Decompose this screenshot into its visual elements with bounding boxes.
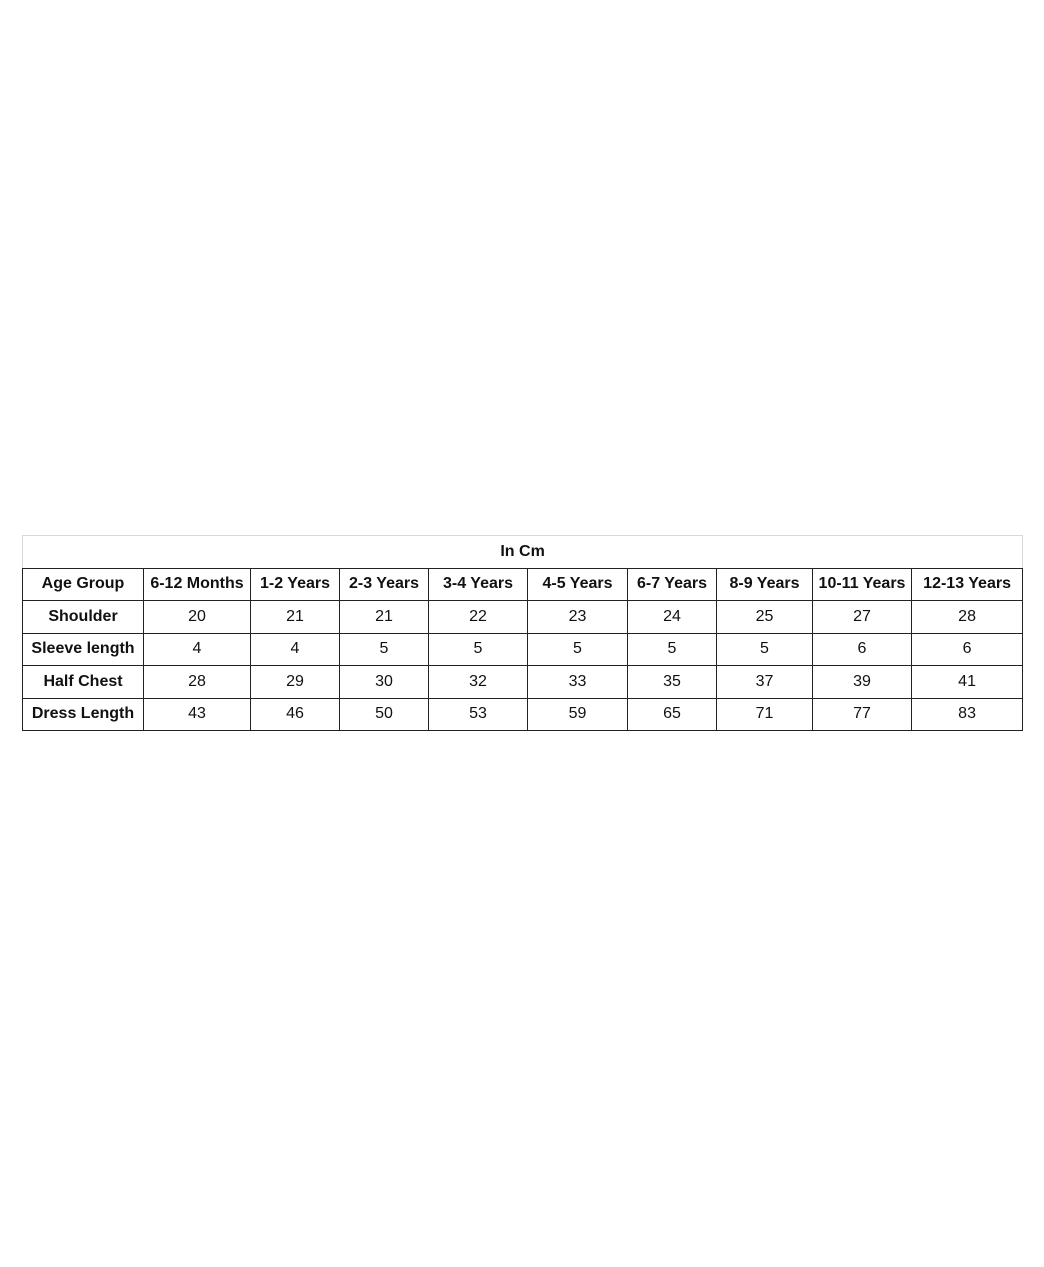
measurement-value: 37 <box>717 666 813 699</box>
size-chart-table <box>22 535 1023 731</box>
measurement-value: 23 <box>528 601 628 634</box>
header-row <box>23 568 1023 601</box>
age-group-column-header: 6-7 Years <box>628 568 717 601</box>
measurement-row <box>23 601 1023 634</box>
measurement-value: 21 <box>251 601 340 634</box>
measurement-label: Dress Length <box>23 698 144 731</box>
measurement-value: 41 <box>912 666 1023 699</box>
measurement-value: 6 <box>813 633 912 666</box>
age-group-column-header: 10-11 Years <box>813 568 912 601</box>
measurement-value: 39 <box>813 666 912 699</box>
measurement-value: 6 <box>912 633 1023 666</box>
unit-label: In Cm <box>23 536 1023 569</box>
measurement-label: Shoulder <box>23 601 144 634</box>
measurement-value: 5 <box>717 633 813 666</box>
age-group-column-header: 6-12 Months <box>144 568 251 601</box>
measurement-row <box>23 666 1023 699</box>
measurement-value: 59 <box>528 698 628 731</box>
measurement-value: 28 <box>912 601 1023 634</box>
measurement-label: Half Chest <box>23 666 144 699</box>
measurement-value: 71 <box>717 698 813 731</box>
measurement-value: 46 <box>251 698 340 731</box>
measurement-value: 5 <box>628 633 717 666</box>
age-group-column-header: 4-5 Years <box>528 568 628 601</box>
age-group-column-header: 2-3 Years <box>340 568 429 601</box>
measurement-row <box>23 633 1023 666</box>
measurement-value: 28 <box>144 666 251 699</box>
measurement-row <box>23 698 1023 731</box>
measurement-value: 35 <box>628 666 717 699</box>
measurement-value: 32 <box>429 666 528 699</box>
measurement-value: 53 <box>429 698 528 731</box>
measurement-value: 24 <box>628 601 717 634</box>
age-group-header: Age Group <box>23 568 144 601</box>
measurement-value: 22 <box>429 601 528 634</box>
measurement-value: 4 <box>251 633 340 666</box>
unit-row <box>23 536 1023 569</box>
measurement-value: 29 <box>251 666 340 699</box>
age-group-column-header: 12-13 Years <box>912 568 1023 601</box>
measurement-value: 33 <box>528 666 628 699</box>
measurement-value: 5 <box>528 633 628 666</box>
measurement-label: Sleeve length <box>23 633 144 666</box>
age-group-column-header: 3-4 Years <box>429 568 528 601</box>
measurement-value: 83 <box>912 698 1023 731</box>
measurement-value: 43 <box>144 698 251 731</box>
measurement-value: 5 <box>429 633 528 666</box>
measurement-value: 30 <box>340 666 429 699</box>
measurement-value: 20 <box>144 601 251 634</box>
measurement-value: 50 <box>340 698 429 731</box>
measurement-value: 77 <box>813 698 912 731</box>
measurement-value: 27 <box>813 601 912 634</box>
size-chart-container <box>22 535 1022 731</box>
age-group-column-header: 1-2 Years <box>251 568 340 601</box>
measurement-value: 25 <box>717 601 813 634</box>
age-group-column-header: 8-9 Years <box>717 568 813 601</box>
measurement-value: 5 <box>340 633 429 666</box>
measurement-value: 65 <box>628 698 717 731</box>
measurement-value: 4 <box>144 633 251 666</box>
measurement-value: 21 <box>340 601 429 634</box>
